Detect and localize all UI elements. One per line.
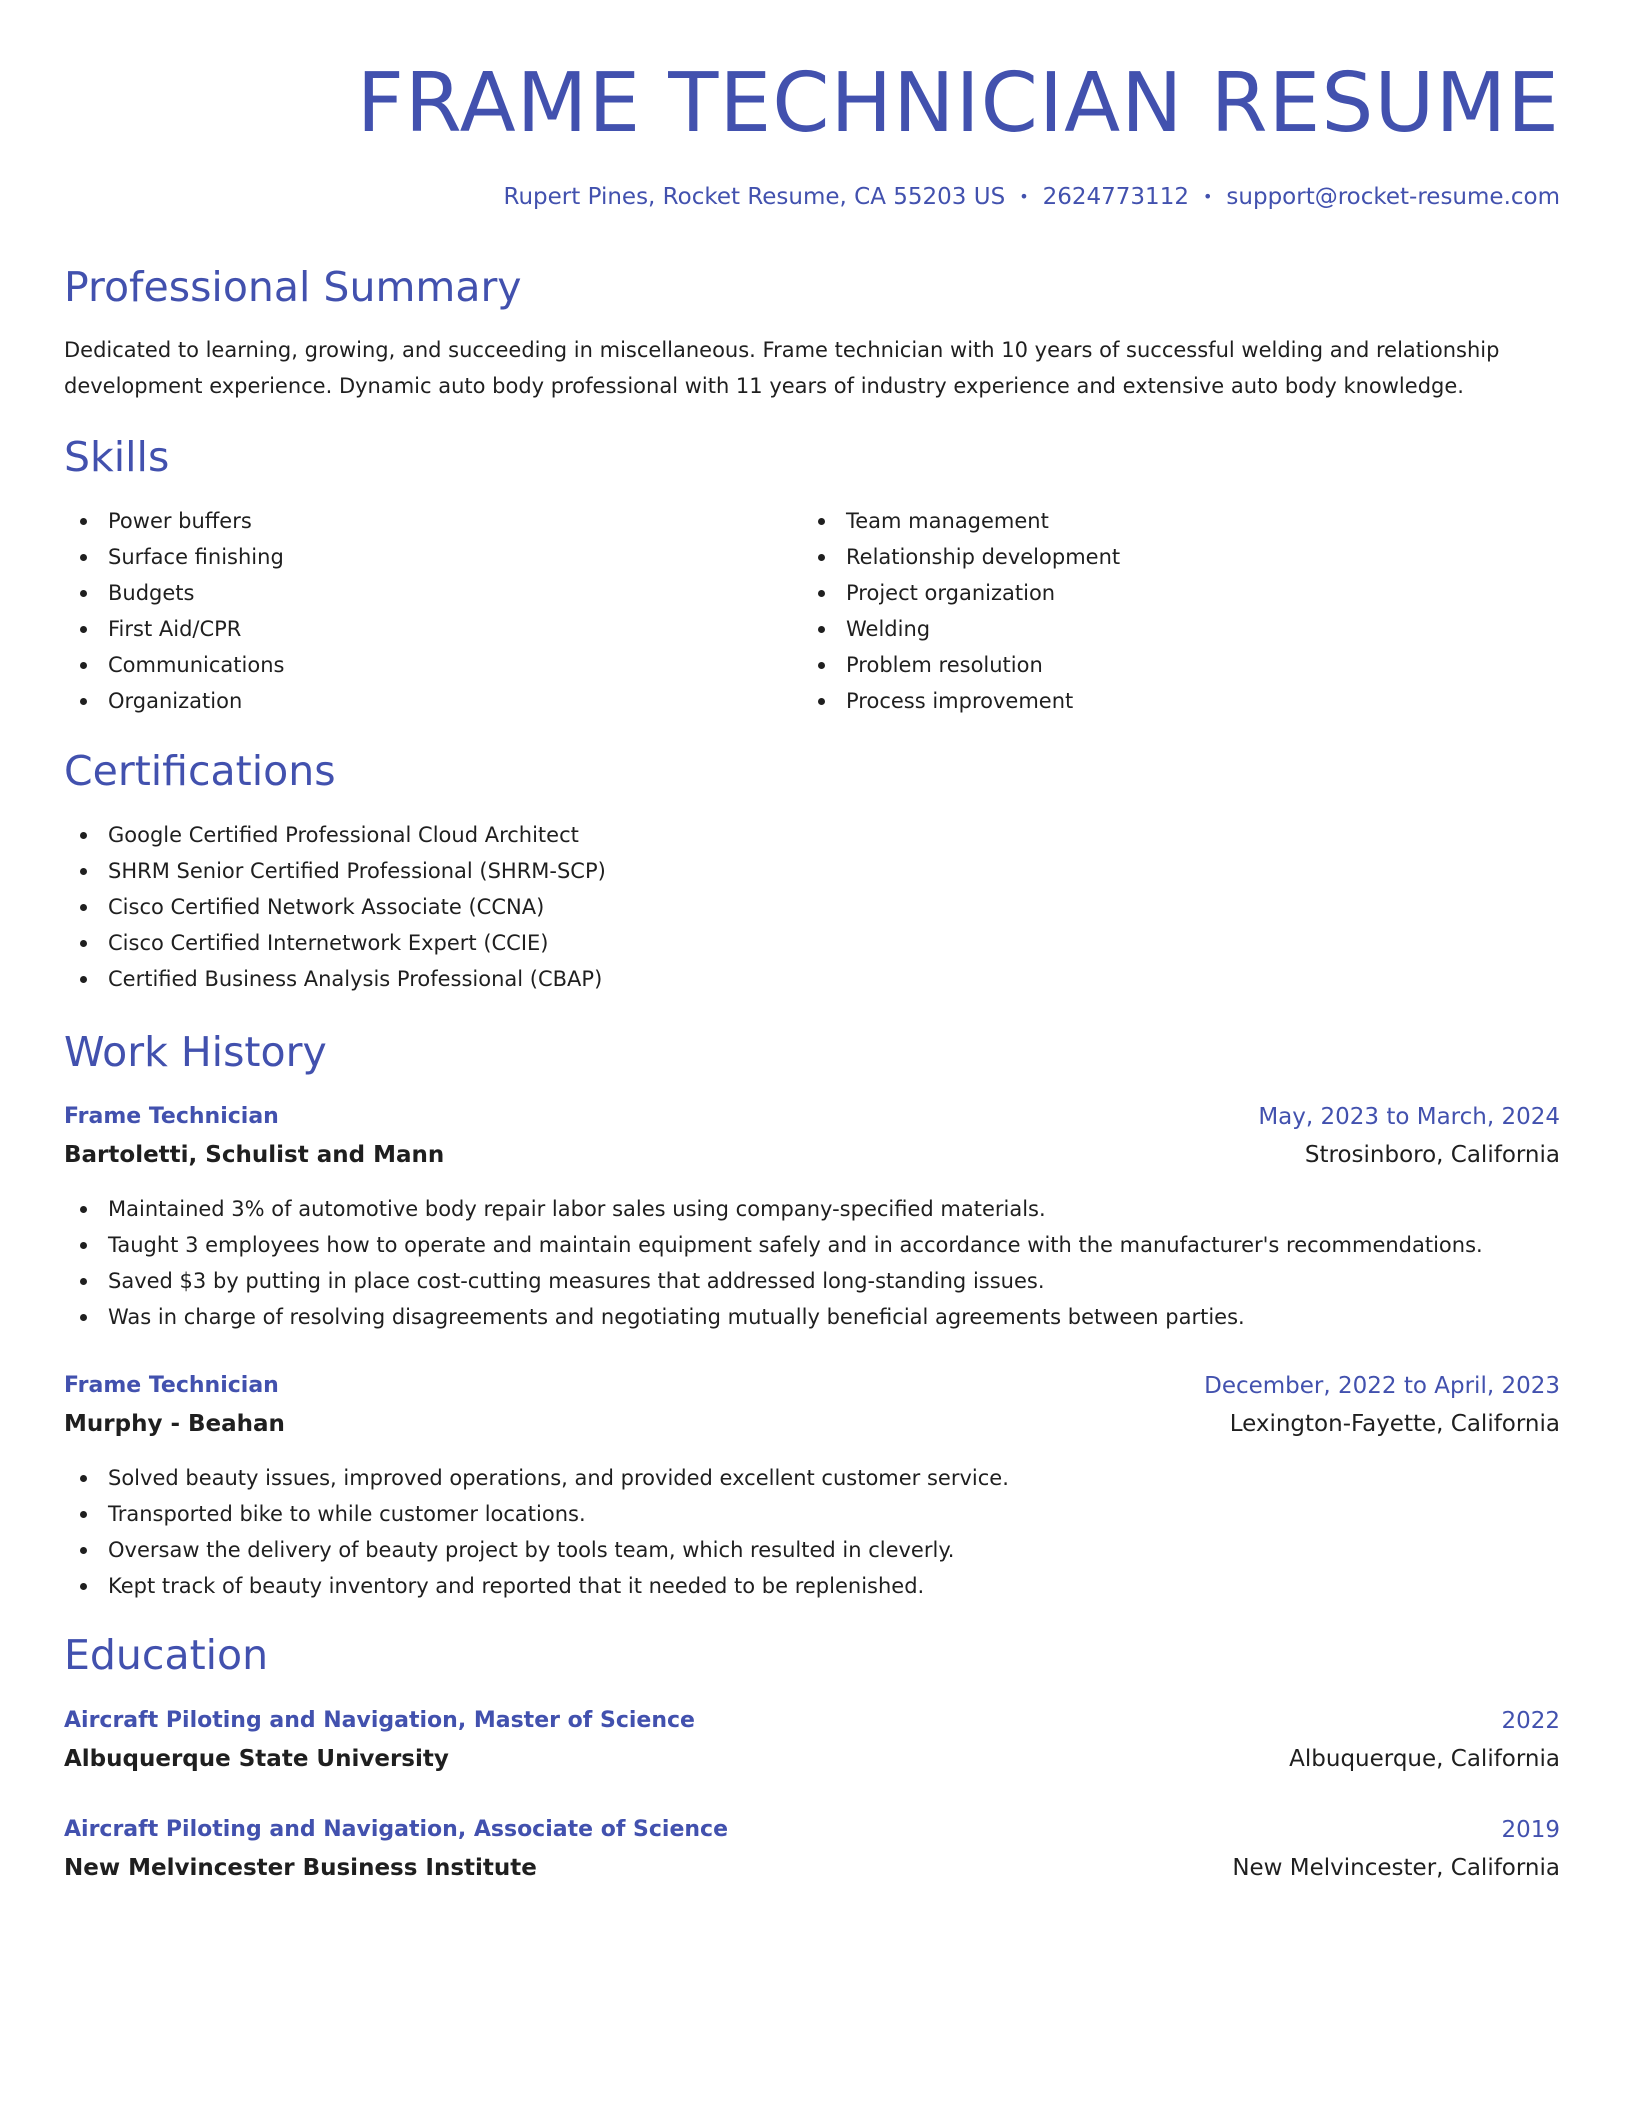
skill-item: Project organization xyxy=(802,575,1120,611)
education-school-row xyxy=(64,1849,1560,1887)
job-company: Murphy - Beahan xyxy=(64,1411,285,1437)
section-title-skills: Skills xyxy=(64,433,170,481)
education-degree: Aircraft Piloting and Navigation, Associate of Science xyxy=(64,1817,729,1842)
skill-item: Organization xyxy=(64,683,284,719)
section-title-summary: Professional Summary xyxy=(64,263,522,311)
section-title-certifications: Certifications xyxy=(64,747,336,795)
job-duty: Kept track of beauty inventory and reported that it needed to be replenished. xyxy=(64,1568,1009,1604)
education-school: New Melvincester Business Institute xyxy=(64,1855,537,1881)
job-duty: Transported bike to while customer locations. xyxy=(64,1496,1009,1532)
education-header xyxy=(64,1811,1560,1849)
job-company: Bartoletti, Schulist and Mann xyxy=(64,1142,445,1168)
skill-item: Budgets xyxy=(64,575,284,611)
education-school: Albuquerque State University xyxy=(64,1746,449,1772)
education-location: New Melvincester, California xyxy=(1232,1855,1560,1881)
skill-item: Relationship development xyxy=(802,539,1120,575)
job-role: Frame Technician xyxy=(64,1373,279,1398)
education-location: Albuquerque, California xyxy=(1289,1746,1560,1772)
contact-phone: 2624773112 xyxy=(1042,184,1189,210)
job-duty: Oversaw the delivery of beauty project by tools team, which resulted in cleverly. xyxy=(64,1532,1009,1568)
skill-item: Power buffers xyxy=(64,503,284,539)
skill-item: Process improvement xyxy=(802,683,1120,719)
separator-dot: • xyxy=(1019,187,1029,206)
job-location: Strosinboro, California xyxy=(1304,1142,1560,1168)
job-location: Lexington-Fayette, California xyxy=(1229,1411,1560,1437)
resume-title: FRAME TECHNICIAN RESUME xyxy=(356,56,1560,151)
job-header xyxy=(64,1367,1560,1405)
job-duty: Maintained 3% of automotive body repair labor sales using company-specified materials. xyxy=(64,1191,1483,1227)
certification-item: Cisco Certified Network Associate (CCNA) xyxy=(64,889,606,925)
skill-item: First Aid/CPR xyxy=(64,611,284,647)
summary-text: Dedicated to learning, growing, and succeeding in miscellaneous. Frame technician with 10 years of successful welding and relationship development experience. Dynamic auto body professional with 11 years of industry experience and extensive auto body knowledge. xyxy=(64,338,1500,398)
job-duties-list xyxy=(64,1460,1009,1604)
skills-list-right xyxy=(802,503,1120,719)
skill-item: Team management xyxy=(802,503,1120,539)
skills-list-left xyxy=(64,503,284,719)
education-year: 2019 xyxy=(1501,1817,1560,1843)
contact-line xyxy=(504,180,1560,214)
job-company-row xyxy=(64,1136,1560,1174)
certification-item: SHRM Senior Certified Professional (SHRM-SCP) xyxy=(64,853,606,889)
job-header xyxy=(64,1098,1560,1136)
job-duties-list xyxy=(64,1191,1483,1335)
section-title-work-history: Work History xyxy=(64,1028,327,1076)
certification-item: Certified Business Analysis Professional (CBAP) xyxy=(64,961,606,997)
certification-item: Google Certified Professional Cloud Architect xyxy=(64,817,606,853)
job-role: Frame Technician xyxy=(64,1104,279,1129)
certifications-list xyxy=(64,817,606,997)
job-dates: December, 2022 to April, 2023 xyxy=(1204,1373,1560,1399)
job-duty: Saved $3 by putting in place cost-cutting measures that addressed long-standing issues. xyxy=(64,1263,1483,1299)
education-year: 2022 xyxy=(1501,1708,1560,1734)
section-title-education: Education xyxy=(64,1631,269,1679)
skill-item: Surface finishing xyxy=(64,539,284,575)
skill-item: Communications xyxy=(64,647,284,683)
contact-email: support@rocket-resume.com xyxy=(1226,184,1560,210)
separator-dot: • xyxy=(1202,187,1213,206)
education-header xyxy=(64,1702,1560,1740)
job-duty: Taught 3 employees how to operate and maintain equipment safely and in accordance with the manufacturer's recommendations. xyxy=(64,1227,1483,1263)
job-company-row xyxy=(64,1405,1560,1443)
contact-address: Rupert Pines, Rocket Resume, CA 55203 US xyxy=(503,184,1006,210)
job-dates: May, 2023 to March, 2024 xyxy=(1258,1104,1560,1130)
education-degree: Aircraft Piloting and Navigation, Master of Science xyxy=(64,1708,695,1733)
job-duty: Was in charge of resolving disagreements and negotiating mutually beneficial agreements between parties. xyxy=(64,1299,1483,1335)
certification-item: Cisco Certified Internetwork Expert (CCIE) xyxy=(64,925,606,961)
education-school-row xyxy=(64,1740,1560,1778)
job-duty: Solved beauty issues, improved operations, and provided excellent customer service. xyxy=(64,1460,1009,1496)
skill-item: Problem resolution xyxy=(802,647,1120,683)
skill-item: Welding xyxy=(802,611,1120,647)
